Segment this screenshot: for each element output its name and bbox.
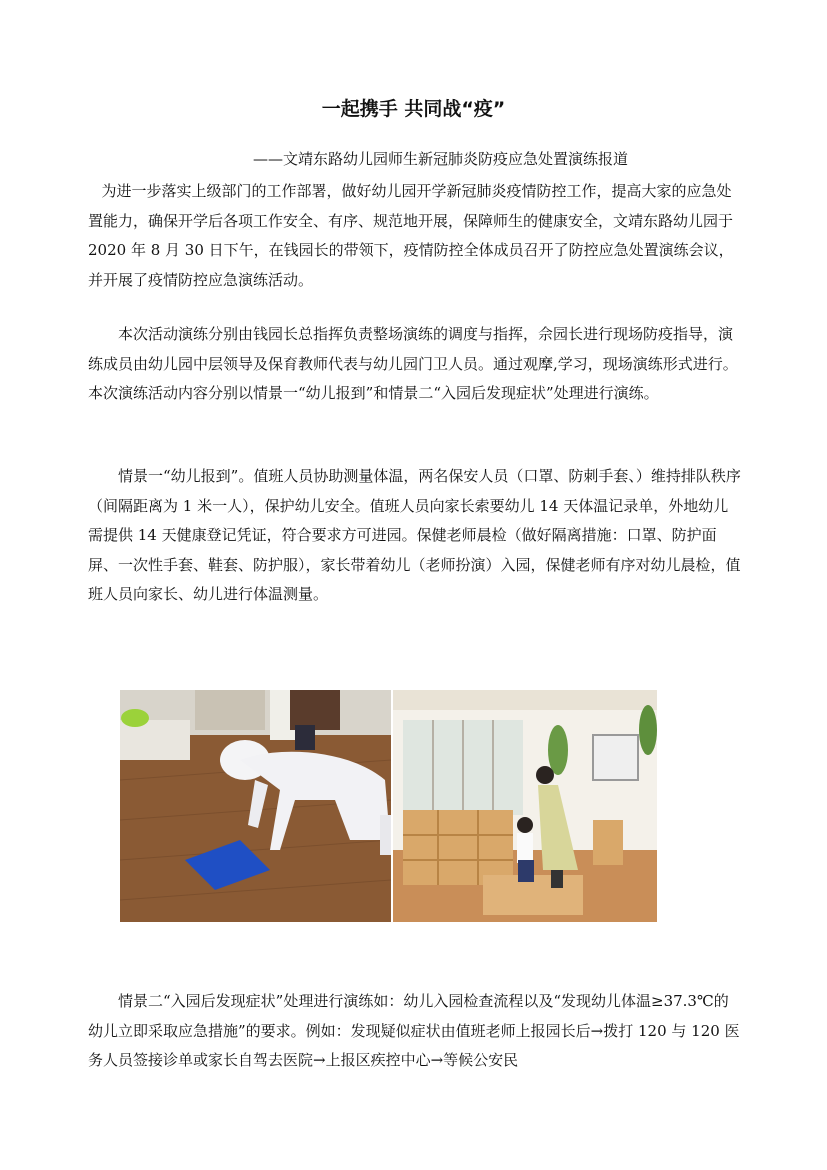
disinfection-photo-illustration bbox=[120, 690, 391, 922]
document-subtitle: ——文靖东路幼儿园师生新冠肺炎防疫应急处置演练报道 bbox=[253, 150, 629, 168]
paragraph-scenario-two: 情景二“入园后发现症状”处理进行演练如：幼儿入园检查流程以及“发现幼儿体温≥37.3℃的幼儿立即采取应急措施”的要求。例如：发现疑似症状由值班老师上报园长后→拨打 120 与 120 医务人员签接诊单或家长自驾去医院→上报区疾控中心→等候公安民 bbox=[88, 992, 740, 1069]
paragraph-intro: 为进一步落实上级部门的工作部署，做好幼儿园开学新冠肺炎疫情防控工作，提高大家的应急处置能力，确保开学后各项工作安全、有序、规范地开展，保障师生的健康安全，文靖东路幼儿园于 2020 年 8 月 30 日下午，在钱园长的带领下，疫情防控全体成员召开了防控应急处置演练会议，并开展了疫情防控应急演练活动。 bbox=[88, 182, 734, 289]
document-title: 一起携手 共同战“疫” bbox=[321, 98, 506, 120]
paragraph-organization: 本次活动演练分别由钱园长总指挥负责整场演练的调度与指挥，佘园长进行现场防疫指导，演练成员由幼儿园中层领导及保育教师代表与幼儿园门卫人员。通过观摩,学习，现场演练形式进行。本次演练活动内容分别以情景一“幼儿报到”和情景二“入园后发现症状”处理进行演练。 bbox=[88, 325, 738, 402]
disinfection-photo bbox=[120, 690, 391, 922]
classroom-check-photo bbox=[393, 690, 657, 922]
classroom-check-photo-illustration bbox=[393, 690, 657, 922]
paragraph-scenario-one: 情景一“幼儿报到”。值班人员协助测量体温，两名保安人员（口罩、防刺手套、）维持排队秩序（间隔距离为 1 米一人），保护幼儿安全。值班人员向家长索要幼儿 14 天体温记录单，外地幼儿需提供 14 天健康登记凭证，符合要求方可进园。保健老师晨检（做好隔离措施：口罩、防护面屏、一次性手套、鞋套、防护服），家长带着幼儿（老师扮演）入园，保健老师有序对幼儿晨检，值班人员向家长、幼儿进行体温测量。 bbox=[88, 467, 741, 603]
